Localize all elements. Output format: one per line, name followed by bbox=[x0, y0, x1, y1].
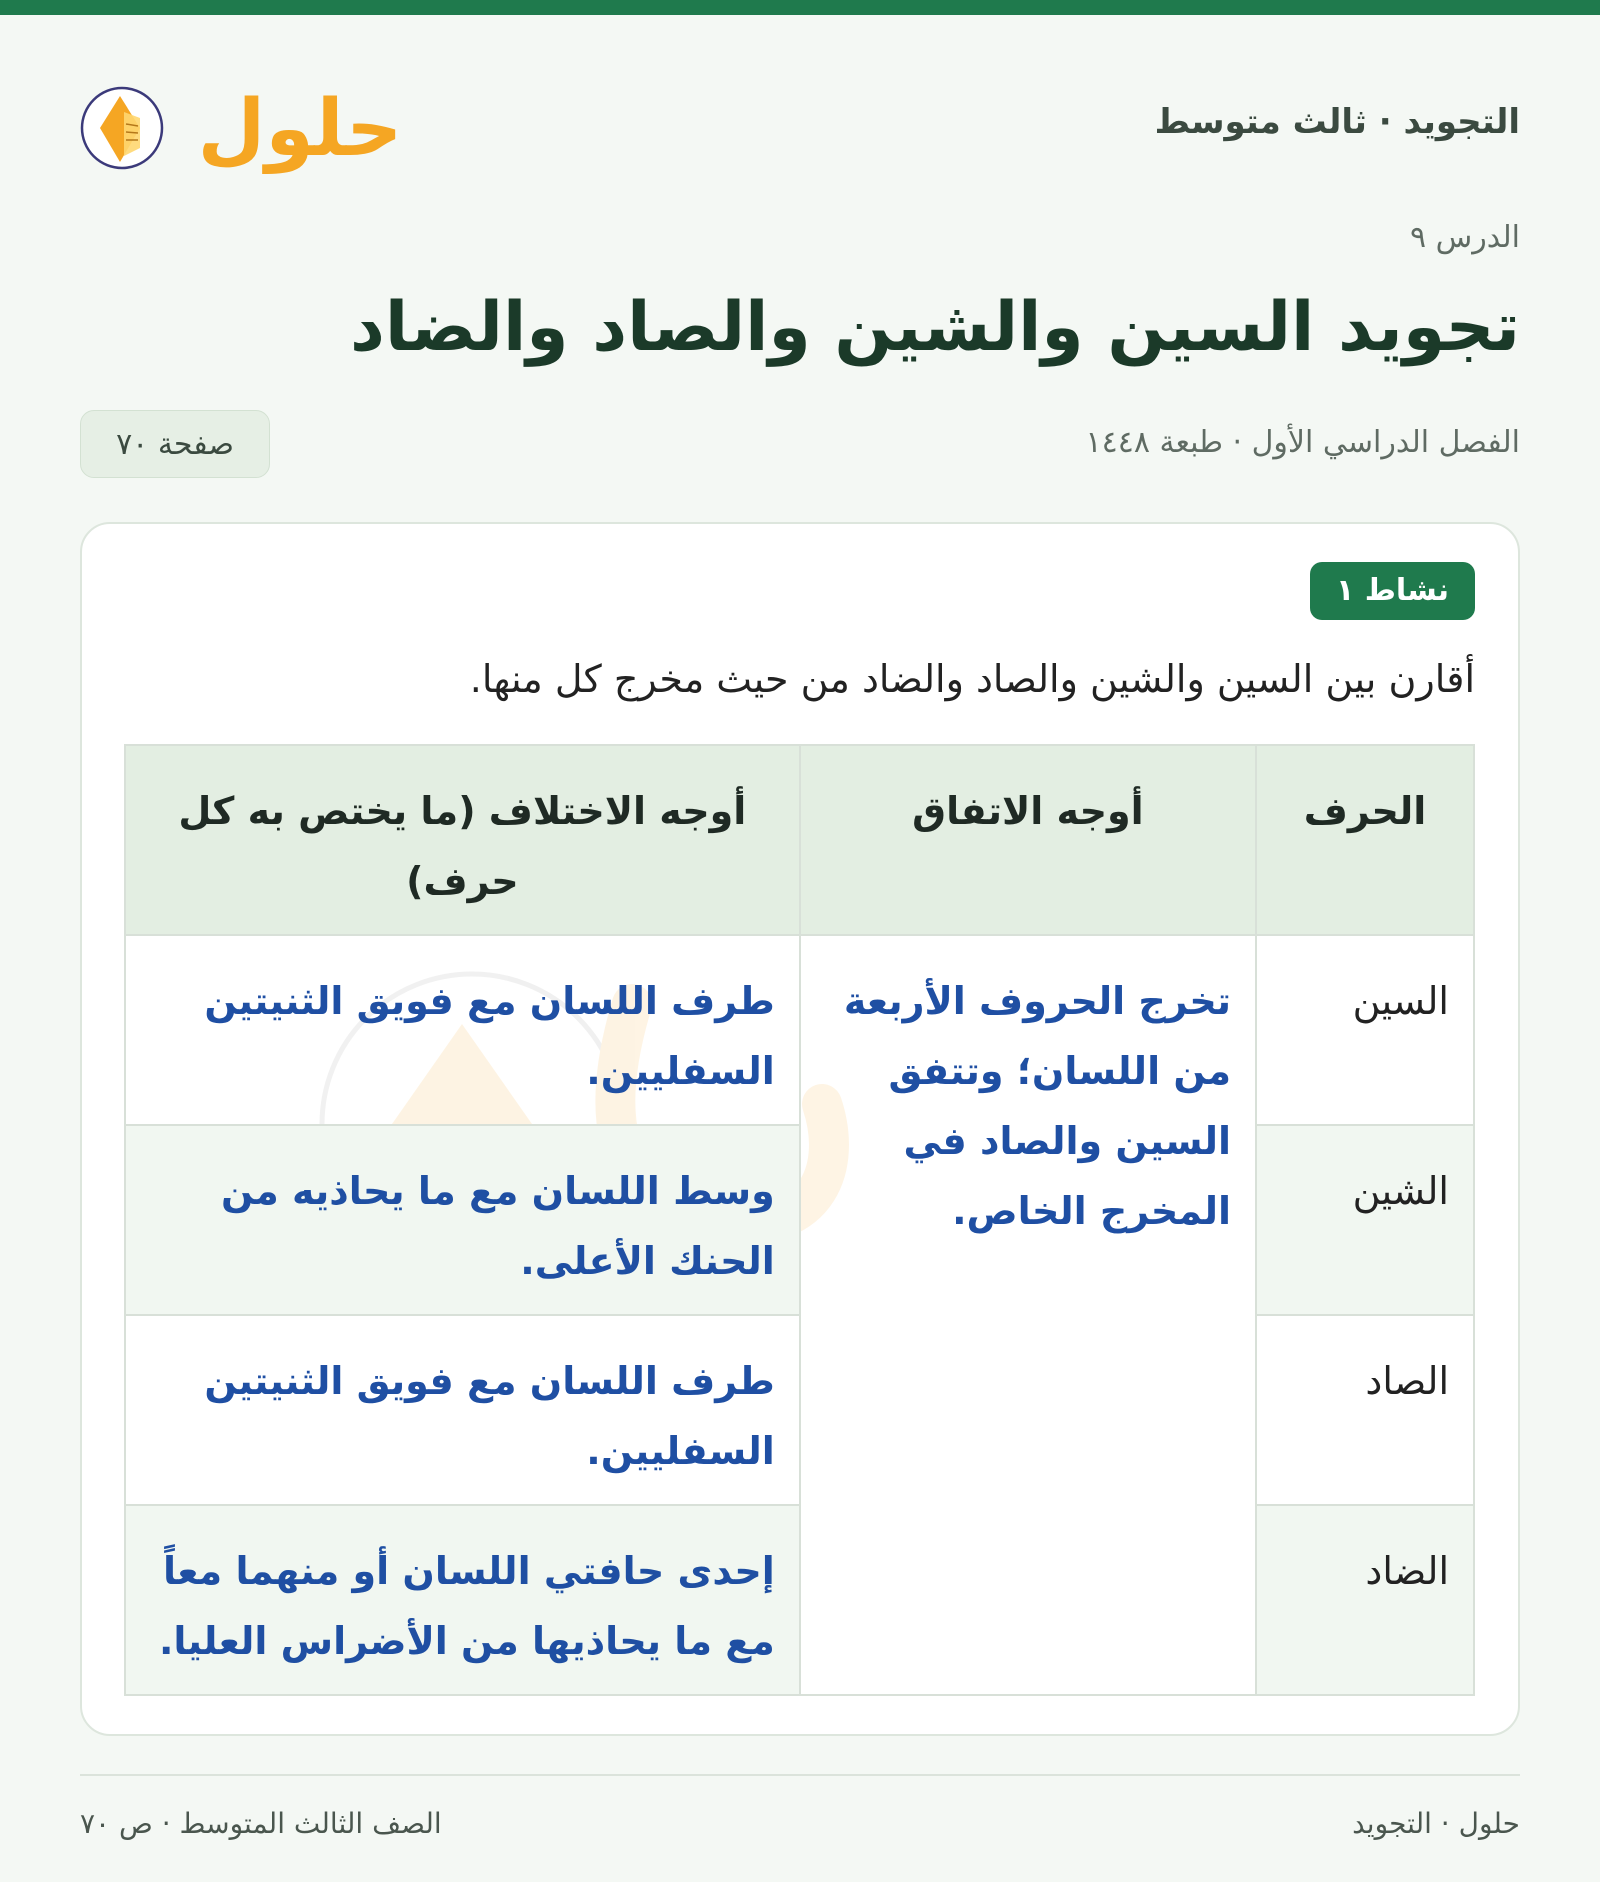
footer-divider bbox=[80, 1774, 1520, 1776]
difference-cell: وسط اللسان مع ما يحاذيه من الحنك الأعلى. bbox=[125, 1125, 800, 1315]
header-difference: أوجه الاختلاف (ما يختص به كل حرف) bbox=[125, 745, 800, 935]
activity-card bbox=[80, 522, 1520, 1736]
subject-grade-label: التجويد · ثالث متوسط bbox=[1154, 102, 1520, 142]
agreement-cell: تخرج الحروف الأربعة من اللسان؛ وتتفق السين والصاد في المخرج الخاص. bbox=[800, 935, 1256, 1695]
activity-badge: نشاط ١ bbox=[1310, 562, 1475, 620]
lesson-number: الدرس ٩ bbox=[1410, 220, 1520, 255]
letter-cell: السين bbox=[1256, 935, 1474, 1125]
table-row bbox=[125, 1125, 1474, 1315]
letter-cell: الضاد bbox=[1256, 1505, 1474, 1695]
header-letter: الحرف bbox=[1256, 745, 1474, 935]
difference-cell: طرف اللسان مع فويق الثنيتين السفليين. bbox=[125, 935, 800, 1125]
difference-cell: إحدى حافتي اللسان أو منهما معاً مع ما يحاذيها من الأضراس العليا. bbox=[125, 1505, 800, 1695]
table-header-row bbox=[125, 745, 1474, 935]
page-number-badge: صفحة ٧٠ bbox=[80, 410, 270, 478]
difference-cell: طرف اللسان مع فويق الثنيتين السفليين. bbox=[125, 1315, 800, 1505]
footer-brand-subject: حلول · التجويد bbox=[1352, 1807, 1520, 1840]
page-header bbox=[80, 60, 1520, 190]
header-agreement: أوجه الاتفاق bbox=[800, 745, 1256, 935]
lesson-title: تجويد السين والشين والصاد والضاد bbox=[349, 288, 1520, 367]
activity-prompt: أقارن بين السين والشين والصاد والضاد من حيث مخرج كل منها. bbox=[469, 657, 1475, 701]
term-edition-label: الفصل الدراسي الأول · طبعة ١٤٤٨ bbox=[1085, 425, 1520, 460]
hulul-logo bbox=[80, 60, 403, 190]
footer-grade-page: الصف الثالث المتوسط · ص ٧٠ bbox=[80, 1807, 442, 1840]
letter-cell: الشين bbox=[1256, 1125, 1474, 1315]
comparison-table bbox=[124, 744, 1475, 1696]
logo-text: حلول bbox=[197, 84, 403, 174]
letter-cell: الصاد bbox=[1256, 1315, 1474, 1505]
top-accent-bar bbox=[0, 0, 1600, 15]
table-row bbox=[125, 935, 1474, 1125]
table-row bbox=[125, 1505, 1474, 1695]
table-row bbox=[125, 1315, 1474, 1505]
